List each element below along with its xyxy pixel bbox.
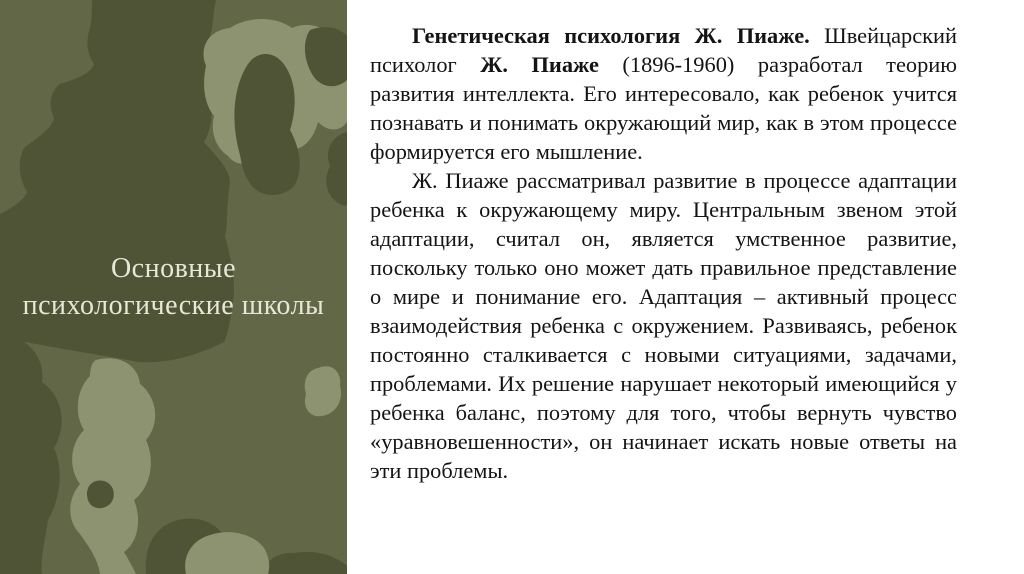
- bold-text-segment: Ж. Пиаже: [480, 52, 599, 77]
- text-segment: (1896-1960) разработал теорию развития интеллекта. Его интересовало, как ребенок учится познавать и понимать окружающий мир, как в этом процессе формируется его мышление.: [370, 52, 957, 164]
- slide-title: [0, 0, 347, 574]
- slide-title-line-1: Основные: [110, 253, 237, 284]
- slide-title-line-2: психологические школы: [22, 290, 325, 321]
- text-segment: Швейцарский психолог: [370, 23, 957, 77]
- paragraph: [370, 166, 957, 485]
- content-area: [347, 0, 1024, 574]
- text-segment: Ж. Пиаже рассматривал развитие в процессе адаптации ребенка к окружающему миру. Центральным звеном этой адаптации, считал он, является умственное развитие, поскольку только оно может дать правильное представление о мире и понимание его. Адаптация – активный процесс взаимодействия ребенка с окружением. Развиваясь, ребенок постоянно сталкивается с новыми ситуациями, задачами, проблемами. Их решение нарушает некоторый имеющийся у ребенка баланс, поэтому для того, чтобы вернуть чувство «уравновешенности», он начинает искать новые ответы на эти проблемы.: [370, 168, 957, 483]
- bold-text-segment: Генетическая психология Ж. Пиаже.: [412, 23, 825, 48]
- paragraph: [370, 21, 957, 166]
- sidebar: [0, 0, 347, 574]
- body-text: [370, 21, 957, 485]
